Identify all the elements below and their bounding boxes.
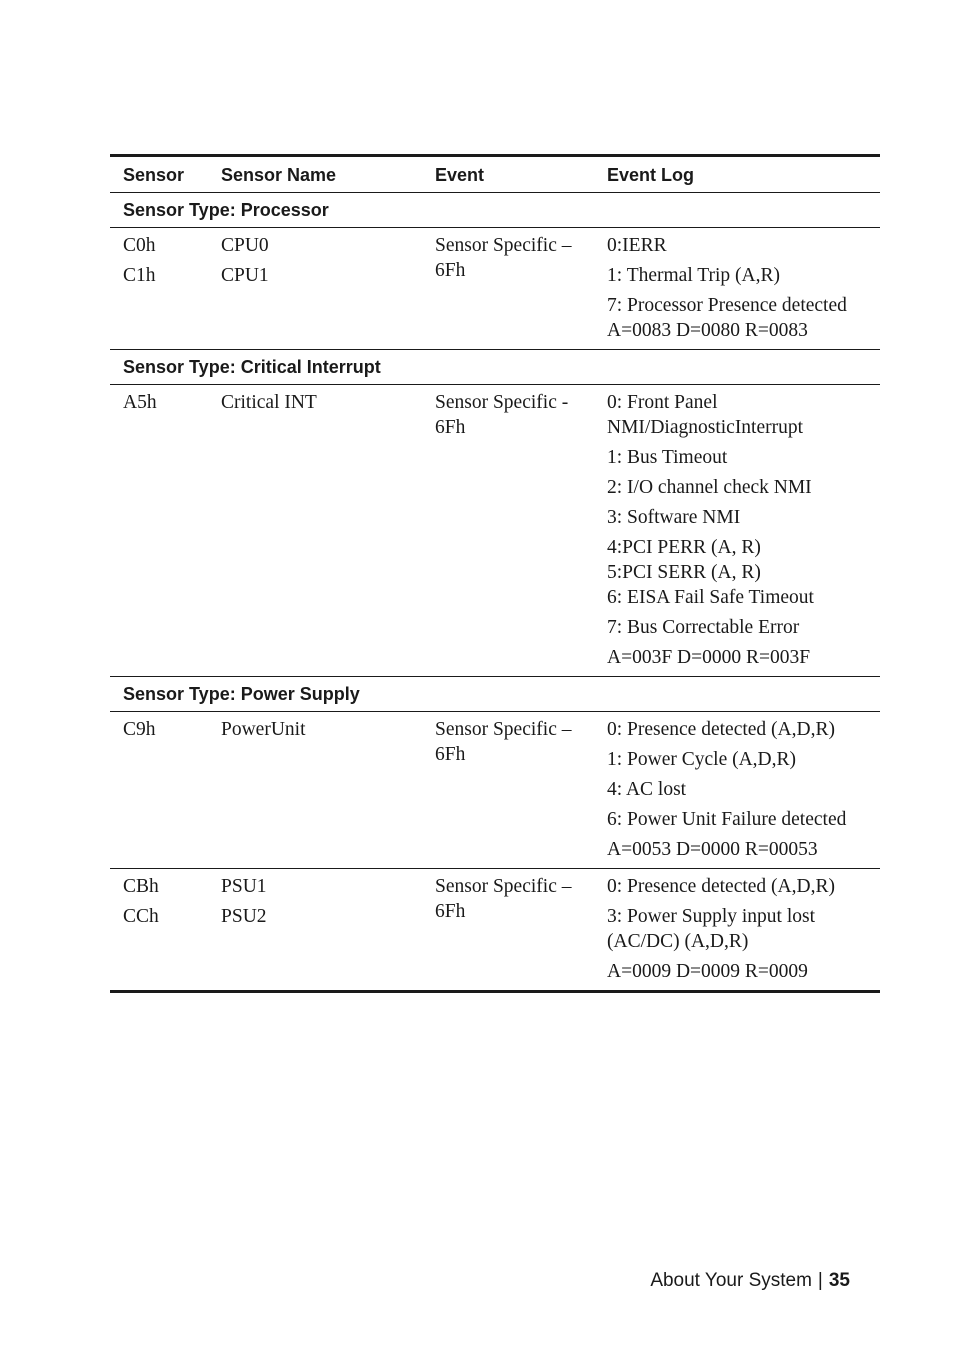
section-header-row <box>110 677 880 712</box>
event-log-entry: 3: Power Supply input lost (AC/DC) (A,D,R) <box>607 906 816 952</box>
event-log-entry: 4: AC lost <box>607 779 687 800</box>
event-log-entry: 0: Presence detected (A,D,R) <box>607 876 835 897</box>
event-log-entry: A=0053 D=0000 R=00053 <box>607 839 818 860</box>
event-log-cell <box>602 228 880 350</box>
section-header-row <box>110 193 880 228</box>
event-log-entry: A=0009 D=0009 R=0009 <box>607 961 808 982</box>
event-log-entry: 5:PCI SERR (A, R) <box>607 562 761 583</box>
sensor-name: Critical INT <box>221 392 317 413</box>
event-log-cell <box>602 869 880 992</box>
header-sensor: Sensor <box>110 156 208 193</box>
event-log-entry: A=003F D=0000 R=003F <box>607 647 811 668</box>
footer-separator: | <box>817 1270 823 1291</box>
sensor-code: C1h <box>123 265 156 286</box>
sensor-name-cell <box>208 869 432 992</box>
sensor-code-cell <box>110 385 208 677</box>
event-log-entry: 3: Software NMI <box>607 507 741 528</box>
event-log-entry: 6: EISA Fail Safe Timeout <box>607 587 814 608</box>
section-title: Sensor Type: Processor <box>110 193 880 228</box>
section-title: Sensor Type: Power Supply <box>110 677 880 712</box>
event-cell: Sensor Specific – 6Fh <box>432 869 602 992</box>
header-event: Event <box>432 156 602 193</box>
sensor-code: C0h <box>123 235 156 256</box>
event-log-cell <box>602 385 880 677</box>
table-row <box>110 228 880 350</box>
section-title: Sensor Type: Critical Interrupt <box>110 350 880 385</box>
sensor-code-cell <box>110 869 208 992</box>
sensor-code: CCh <box>123 906 159 927</box>
sensor-name-cell <box>208 712 432 869</box>
sensor-name: CPU0 <box>221 235 269 256</box>
event-log-entry: A=0083 D=0080 R=0083 <box>607 320 808 341</box>
sensor-code: C9h <box>123 719 156 740</box>
footer-section-title: About Your System <box>650 1270 812 1291</box>
event-log-entry: 7: Bus Correctable Error <box>607 617 800 638</box>
header-sensor-name: Sensor Name <box>208 156 432 193</box>
page-number: 35 <box>828 1270 850 1291</box>
event-log-entry: 1: Thermal Trip (A,R) <box>607 265 780 286</box>
section-header-row <box>110 350 880 385</box>
event-cell: Sensor Specific - 6Fh <box>432 385 602 677</box>
sensor-name: PowerUnit <box>221 719 306 740</box>
event-cell: Sensor Specific – 6Fh <box>432 712 602 869</box>
event-log-cell <box>602 712 880 869</box>
event-log-entry: 4:PCI PERR (A, R) <box>607 537 761 558</box>
event-log-entry: 1: Power Cycle (A,D,R) <box>607 749 797 770</box>
sensor-name: PSU1 <box>221 876 267 897</box>
event-log-entry: 0: Presence detected (A,D,R) <box>607 719 835 740</box>
event-log-entry: 0: Front Panel NMI/DiagnosticInterrupt <box>607 392 804 438</box>
header-event-log: Event Log <box>602 156 880 193</box>
sensor-name: CPU1 <box>221 265 269 286</box>
table-row <box>110 385 880 677</box>
event-log-entry: 6: Power Unit Failure detected <box>607 809 847 830</box>
page-footer <box>650 1270 850 1292</box>
event-log-entry: 2: I/O channel check NMI <box>607 477 812 498</box>
event-cell: Sensor Specific – 6Fh <box>432 228 602 350</box>
event-log-entry: 1: Bus Timeout <box>607 447 728 468</box>
table-row <box>110 869 880 992</box>
table-row <box>110 712 880 869</box>
sensor-code: CBh <box>123 876 159 897</box>
event-log-entry: 7: Processor Presence detected <box>607 295 847 316</box>
sensor-code-cell <box>110 712 208 869</box>
sensor-code-cell <box>110 228 208 350</box>
table-body <box>110 193 880 992</box>
sensor-name-cell <box>208 385 432 677</box>
sensor-name: PSU2 <box>221 906 267 927</box>
event-log-entry: 0:IERR <box>607 235 667 256</box>
sensor-event-table <box>110 154 880 993</box>
table-header-row <box>110 156 880 193</box>
sensor-name-cell <box>208 228 432 350</box>
sensor-code: A5h <box>123 392 157 413</box>
